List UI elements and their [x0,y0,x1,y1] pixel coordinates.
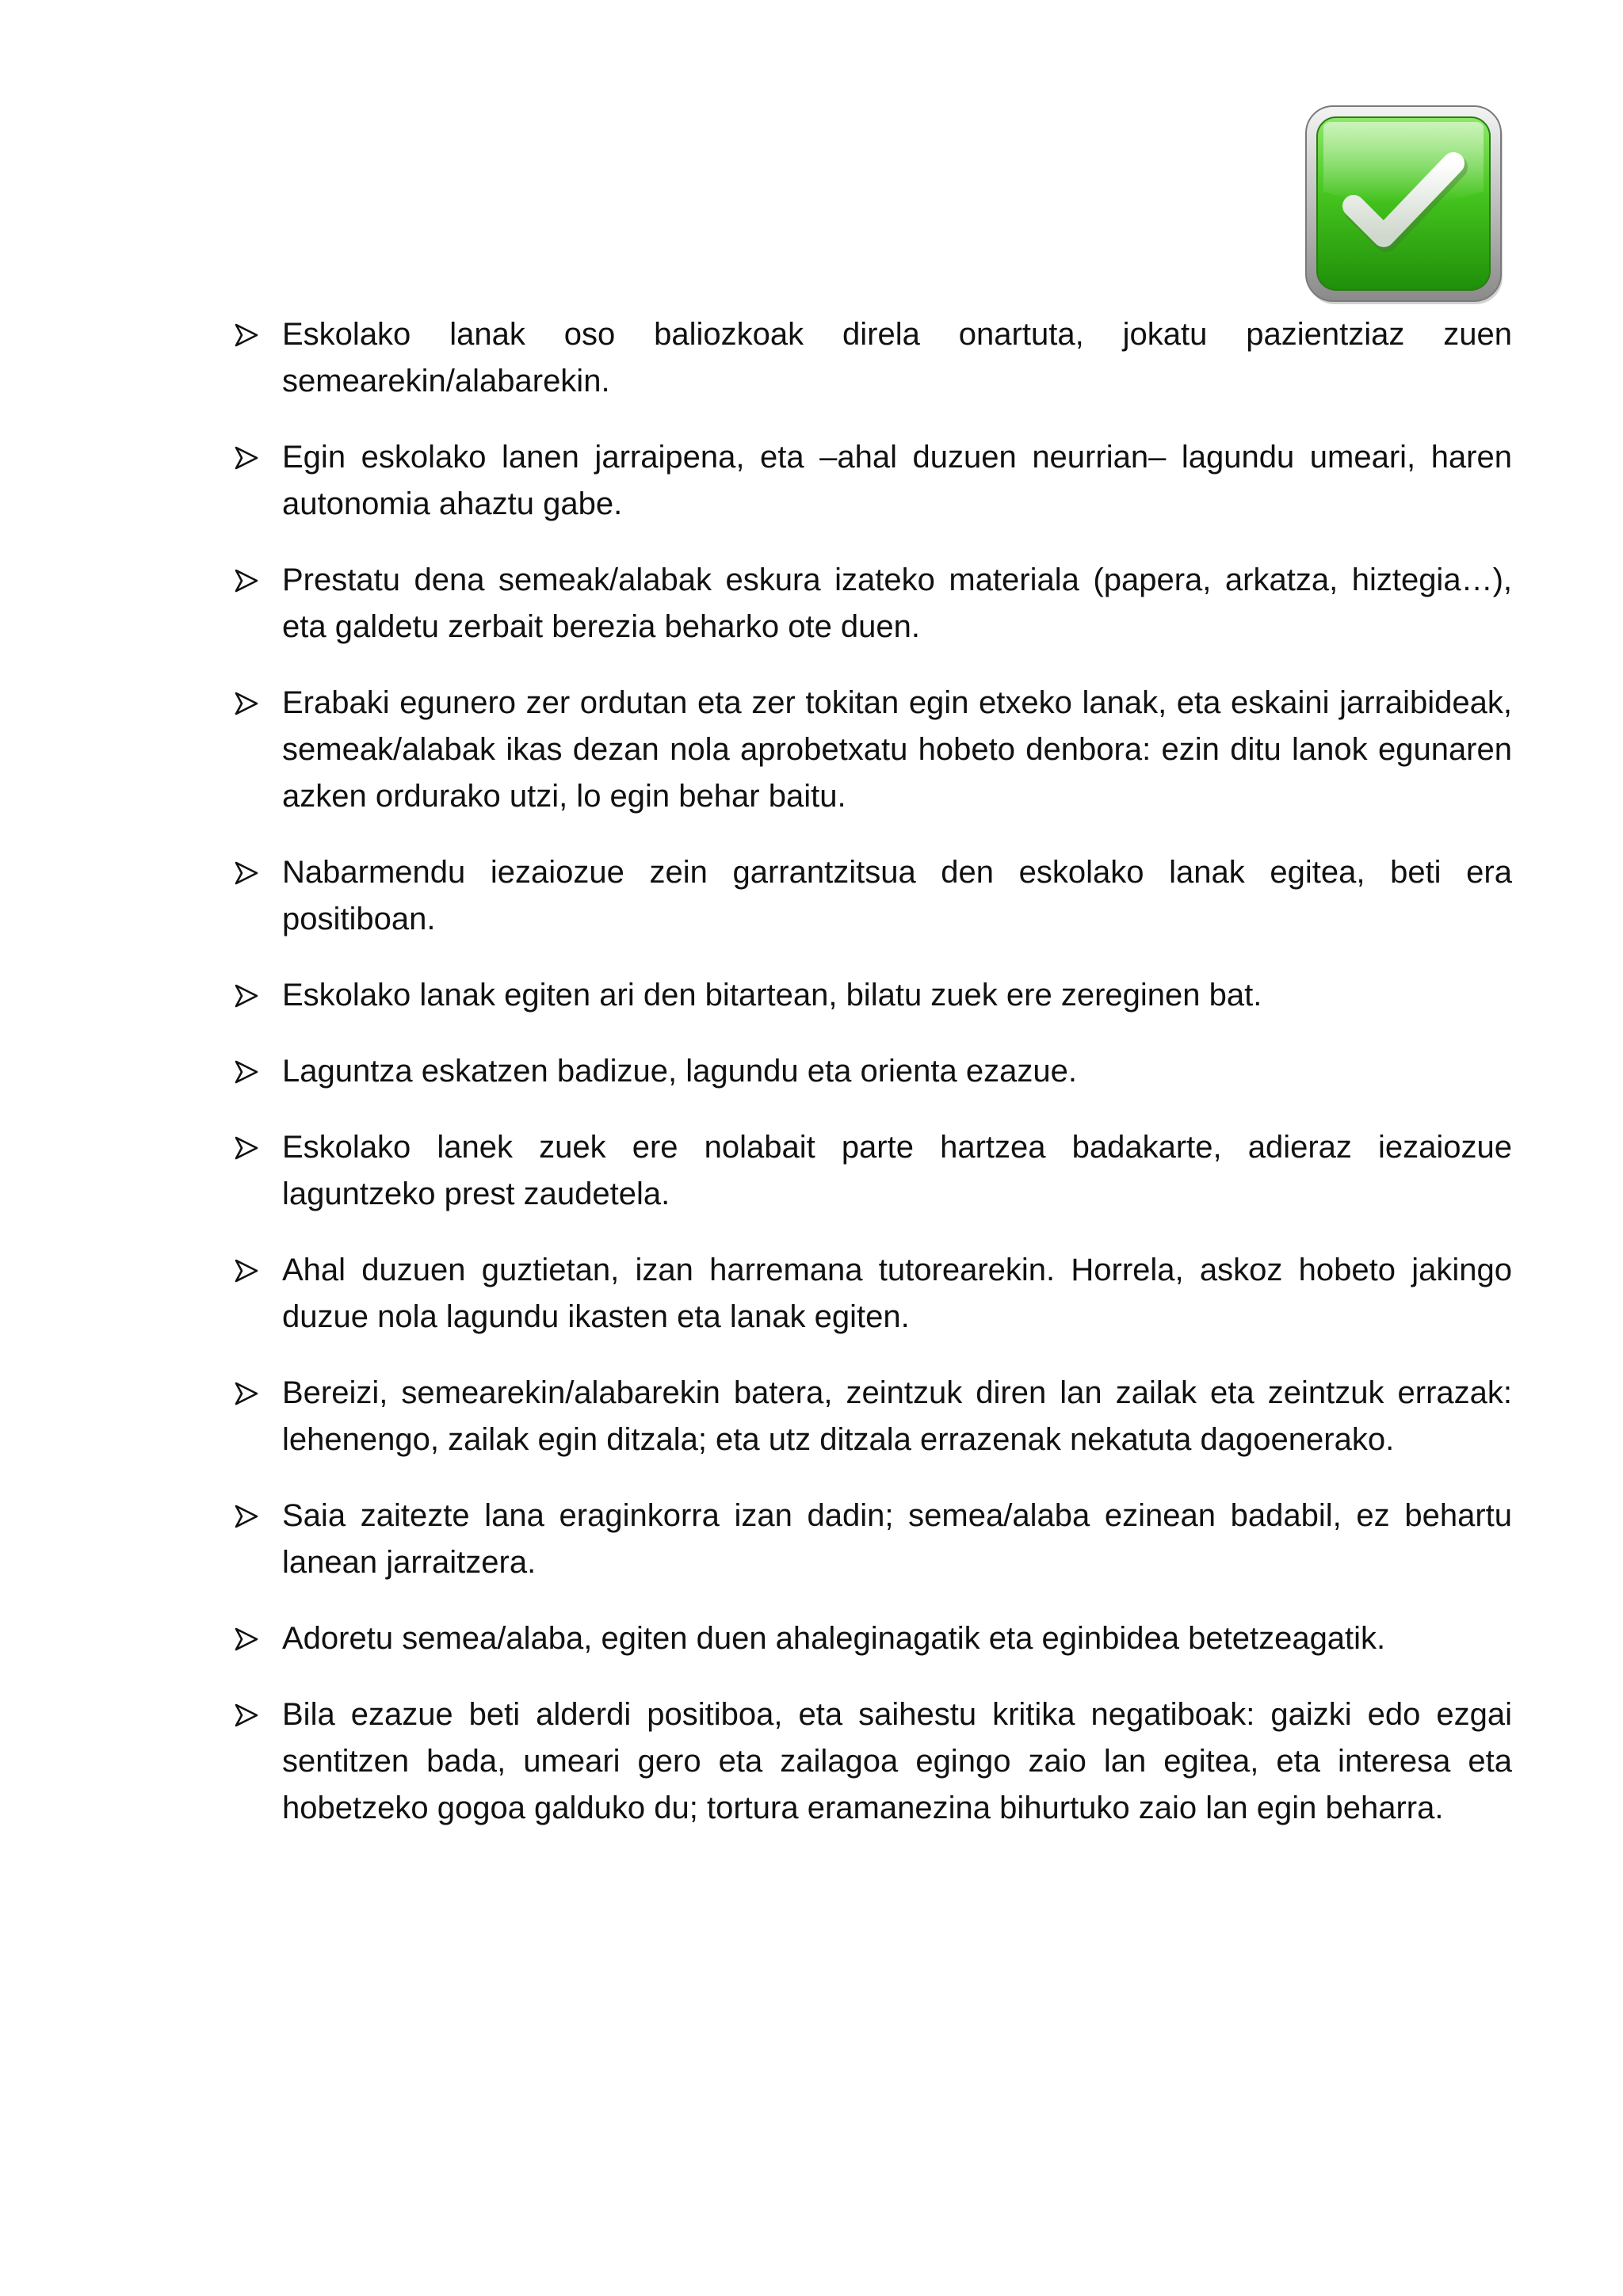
list-item [235,972,1512,1019]
list-item-text: Prestatu dena semeak/alabak eskura izateko materiala (papera, arkatza, hiztegia…), eta galdetu zerbait berezia beharko ote duen. [282,563,1512,644]
list-item-text: Saia zaitezte lana eraginkorra izan dadin; semea/alaba ezinean badabil, ez behartu lanean jarraitzera. [282,1498,1512,1580]
list-item [235,1615,1512,1662]
list-item [235,1370,1512,1463]
arrow-bullet-icon [235,692,258,715]
arrow-bullet-icon [235,1627,258,1651]
list-item [235,849,1512,943]
list-item [235,1124,1512,1218]
arrow-bullet-icon [235,1505,258,1528]
arrow-bullet-icon [235,1382,258,1405]
list-item [235,434,1512,528]
arrow-bullet-icon [235,323,258,347]
green-checkmark-icon [1304,105,1506,306]
list-item-text: Eskolako lanak oso baliozkoak direla onartuta, jokatu pazientziaz zuen semearekin/alabarekin. [282,317,1512,399]
list-item [235,1691,1512,1832]
arrow-bullet-icon [235,861,258,885]
list-item-text: Bila ezazue beti alderdi positiboa, eta saihestu kritika negatiboak: gaizki edo ezgai sentitzen bada, umeari gero eta zailagoa egingo zaio lan egitea, eta interesa eta hobetzeko gogoa galduko du; tortura eramanezina bihurtuko zaio lan egin beharra. [282,1697,1512,1825]
list-item-text: Erabaki egunero zer ordutan eta zer tokitan egin etxeko lanak, eta eskaini jarraibideak, semeak/alabak ikas dezan nola aprobetxatu hobeto denbora: ezin ditu lanok egunaren azken ordurako utzi, lo egin behar baitu. [282,685,1512,814]
list-item [235,557,1512,650]
list-item-text: Laguntza eskatzen badizue, lagundu eta orienta ezazue. [282,1054,1077,1089]
list-item [235,680,1512,820]
arrow-bullet-icon [235,569,258,593]
list-item-text: Ahal duzuen guztietan, izan harremana tutorearekin. Horrela, askoz hobeto jakingo duzue nola lagundu ikasten eta lanak egiten. [282,1253,1512,1334]
list-item-text: Eskolako lanek zuek ere nolabait parte hartzea badakarte, adieraz iezaiozue laguntzeko prest zaudetela. [282,1130,1512,1211]
list-item-text: Eskolako lanak egiten ari den bitartean, bilatu zuek ere zereginen bat. [282,978,1262,1013]
arrow-bullet-icon [235,984,258,1008]
list-item-text: Adoretu semea/alaba, egiten duen ahaleginagatik eta eginbidea betetzeagatik. [282,1621,1386,1656]
arrow-bullet-icon [235,1703,258,1727]
recommendation-list [235,311,1512,1861]
arrow-bullet-icon [235,1259,258,1283]
arrow-bullet-icon [235,446,258,470]
list-item-text: Bereizi, semearekin/alabarekin batera, zeintzuk diren lan zailak eta zeintzuk errazak: lehenengo, zailak egin ditzala; eta utz ditzala errazenak nekatuta dagoenerako. [282,1375,1512,1457]
list-item [235,1048,1512,1095]
list-item-text: Nabarmendu iezaiozue zein garrantzitsua den eskolako lanak egitea, beti era positiboan. [282,855,1512,936]
arrow-bullet-icon [235,1136,258,1160]
list-item [235,1247,1512,1341]
list-item-text: Egin eskolako lanen jarraipena, eta –ahal duzuen neurrian– lagundu umeari, haren autonomia ahaztu gabe. [282,440,1512,521]
arrow-bullet-icon [235,1060,258,1084]
list-item [235,311,1512,405]
list-item [235,1493,1512,1586]
